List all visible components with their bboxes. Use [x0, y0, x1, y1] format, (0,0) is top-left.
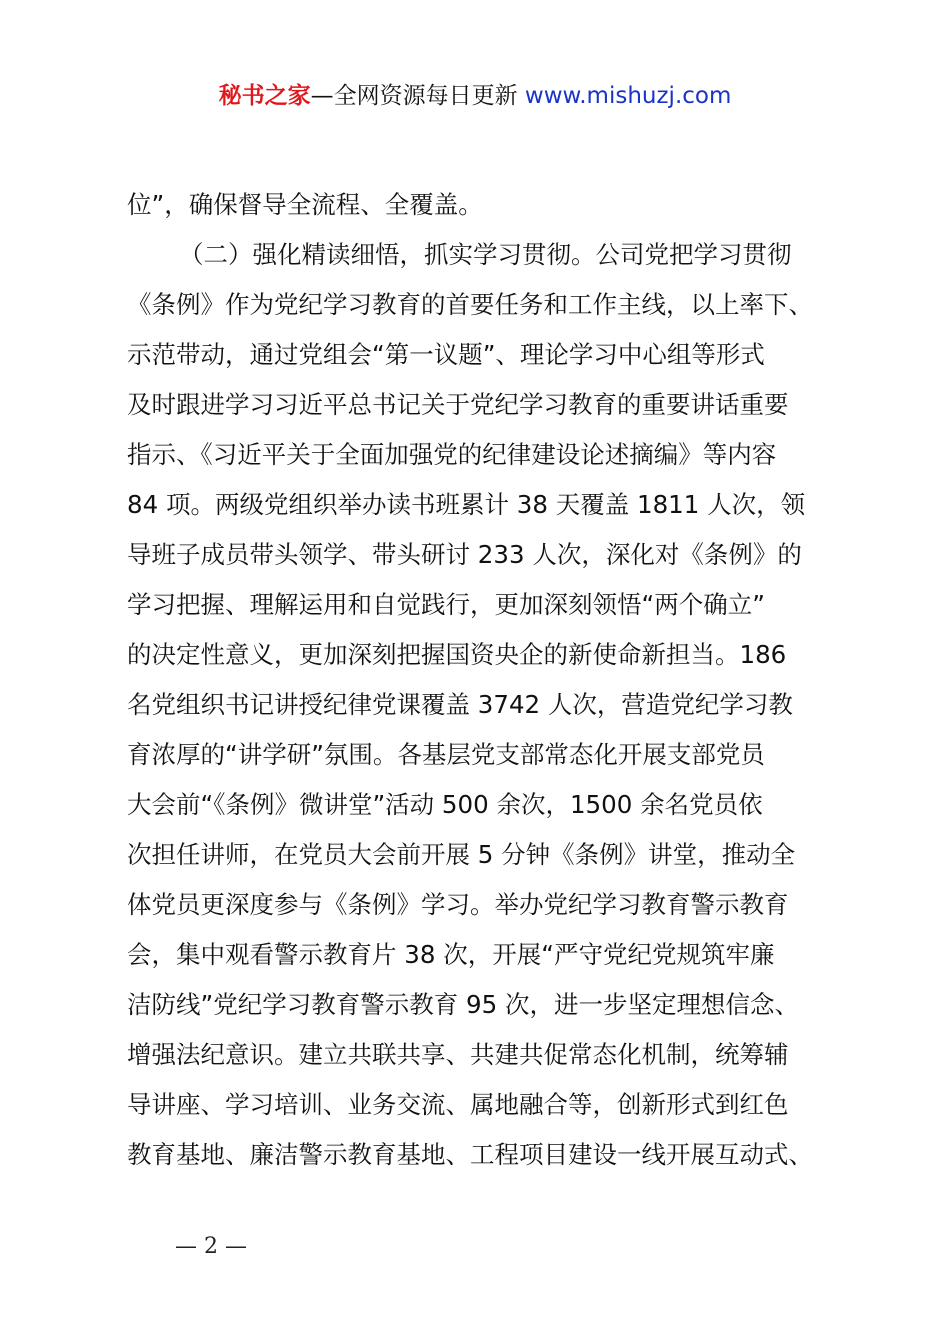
- brand-name: 秘书之家: [218, 83, 311, 109]
- text-line: 导讲座、学习培训、业务交流、属地融合等，创新形式到红色: [127, 1090, 789, 1119]
- text-line: 的决定性意义，更加深刻把握国资央企的新使命新担当。186: [127, 640, 787, 669]
- text-line: 会，集中观看警示教育片 38 次，开展“严守党纪党规筑牢廉: [127, 940, 775, 969]
- text-line: 指示、《习近平关于全面加强党的纪律建设论述摘编》等内容: [127, 440, 777, 469]
- text-line: 教育基地、廉洁警示教育基地、工程项目建设一线开展互动式、: [127, 1140, 813, 1169]
- text-line: 及时跟进学习习近平总书记关于党纪学习教育的重要讲话重要: [127, 390, 789, 419]
- text-line: 《条例》作为党纪学习教育的首要任务和工作主线，以上率下、: [127, 290, 813, 319]
- text-line: 位”，确保督导全流程、全覆盖。: [127, 190, 483, 219]
- text-line: 洁防线”党纪学习教育警示教育 95 次，进一步坚定理想信念、: [127, 990, 799, 1019]
- banner-tagline: —全网资源每日更新: [310, 83, 525, 109]
- text-line: 84 项。两级党组织举办读书班累计 38 天覆盖 1811 人次，领: [127, 490, 806, 519]
- text-line: 育浓厚的“讲学研”氛围。各基层党支部常态化开展支部党员: [127, 740, 765, 769]
- text-line: 次担任讲师，在党员大会前开展 5 分钟《条例》讲堂，推动全: [127, 840, 796, 869]
- text-line: 导班子成员带头领学、带头研讨 233 人次，深化对《条例》的: [127, 540, 802, 569]
- page-number: — 2 —: [175, 1234, 247, 1259]
- site-url-link[interactable]: www.mishuzj.com: [524, 83, 732, 109]
- text-line: 学习把握、理解运用和自觉践行，更加深刻领悟“两个确立”: [127, 590, 765, 619]
- paragraph-heading-line: （二）强化精读细悟，抓实学习贯彻。公司党把学习贯彻: [179, 240, 792, 269]
- text-line: 体党员更深度参与《条例》学习。举办党纪学习教育警示教育: [127, 890, 789, 919]
- text-line: 大会前“《条例》微讲堂”活动 500 余次，1500 余名党员依: [127, 790, 763, 819]
- document-body: [127, 180, 847, 1180]
- text-line: 示范带动，通过党组会“第一议题”、理论学习中心组等形式: [127, 340, 765, 369]
- text-line: 名党组织书记讲授纪律党课覆盖 3742 人次，营造党纪学习教: [127, 690, 793, 719]
- site-banner: [0, 80, 950, 112]
- text-line: 增强法纪意识。建立共联共享、共建共促常态化机制，统筹辅: [127, 1040, 789, 1069]
